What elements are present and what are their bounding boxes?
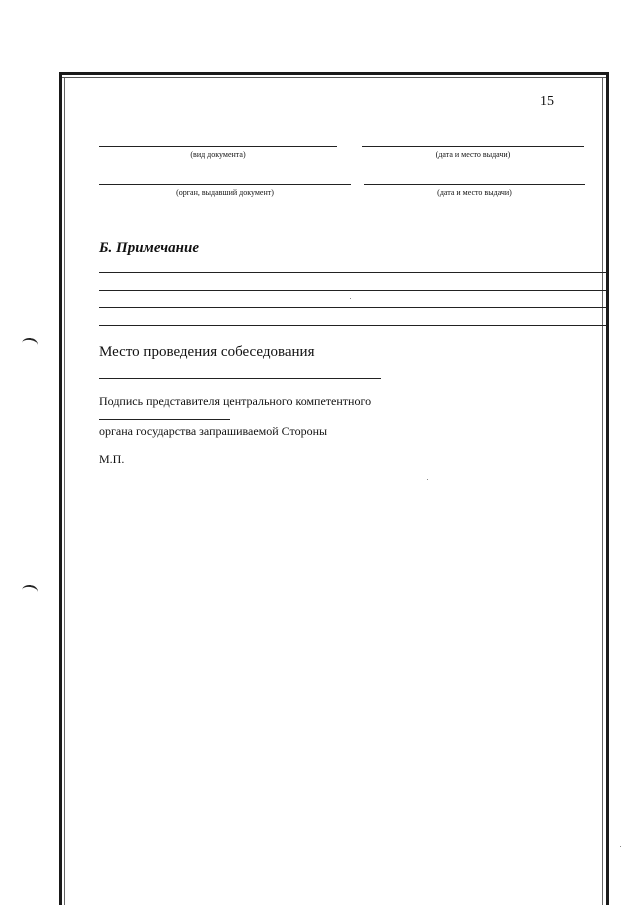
page-number: 15	[540, 94, 554, 109]
note-line-1	[99, 272, 607, 273]
signature-label-line-2: органа государства запрашиваемой Стороны	[99, 424, 328, 438]
scan-speck	[427, 479, 428, 480]
interview-venue-label: Место проведения собеседования	[99, 344, 315, 360]
issue-date-place-line-2	[364, 184, 585, 185]
frame-border-left-inner	[64, 78, 65, 905]
doc-type-line	[99, 146, 337, 147]
seal-placeholder: М.П.	[99, 452, 125, 466]
frame-border-top-inner	[62, 77, 607, 78]
issue-date-place-caption-1: (дата и место выдачи)	[435, 150, 511, 159]
issuer-line	[99, 184, 351, 185]
binding-mark-upper	[21, 337, 39, 351]
signature-label-line-1: Подпись представителя центрального компетентного	[99, 394, 372, 408]
issue-date-place-caption-2: (дата и место выдачи)	[437, 188, 512, 197]
frame-border-top	[60, 72, 609, 75]
frame-border-right	[606, 72, 609, 905]
note-line-2	[99, 290, 607, 291]
interview-venue-line	[99, 378, 381, 379]
signature-line	[99, 419, 230, 420]
scan-speck	[350, 298, 351, 299]
note-line-4	[99, 325, 607, 326]
frame-border-left	[59, 72, 62, 905]
note-line-3	[99, 307, 607, 308]
issuer-caption: (орган, выдавший документ)	[176, 188, 274, 197]
note-section-heading: Б. Примечание	[99, 240, 199, 256]
doc-type-caption: (вид документа)	[190, 150, 246, 159]
binding-mark-lower	[21, 584, 39, 598]
issue-date-place-line-1	[362, 146, 584, 147]
scan-speck	[620, 846, 621, 847]
frame-border-right-inner	[602, 78, 603, 905]
